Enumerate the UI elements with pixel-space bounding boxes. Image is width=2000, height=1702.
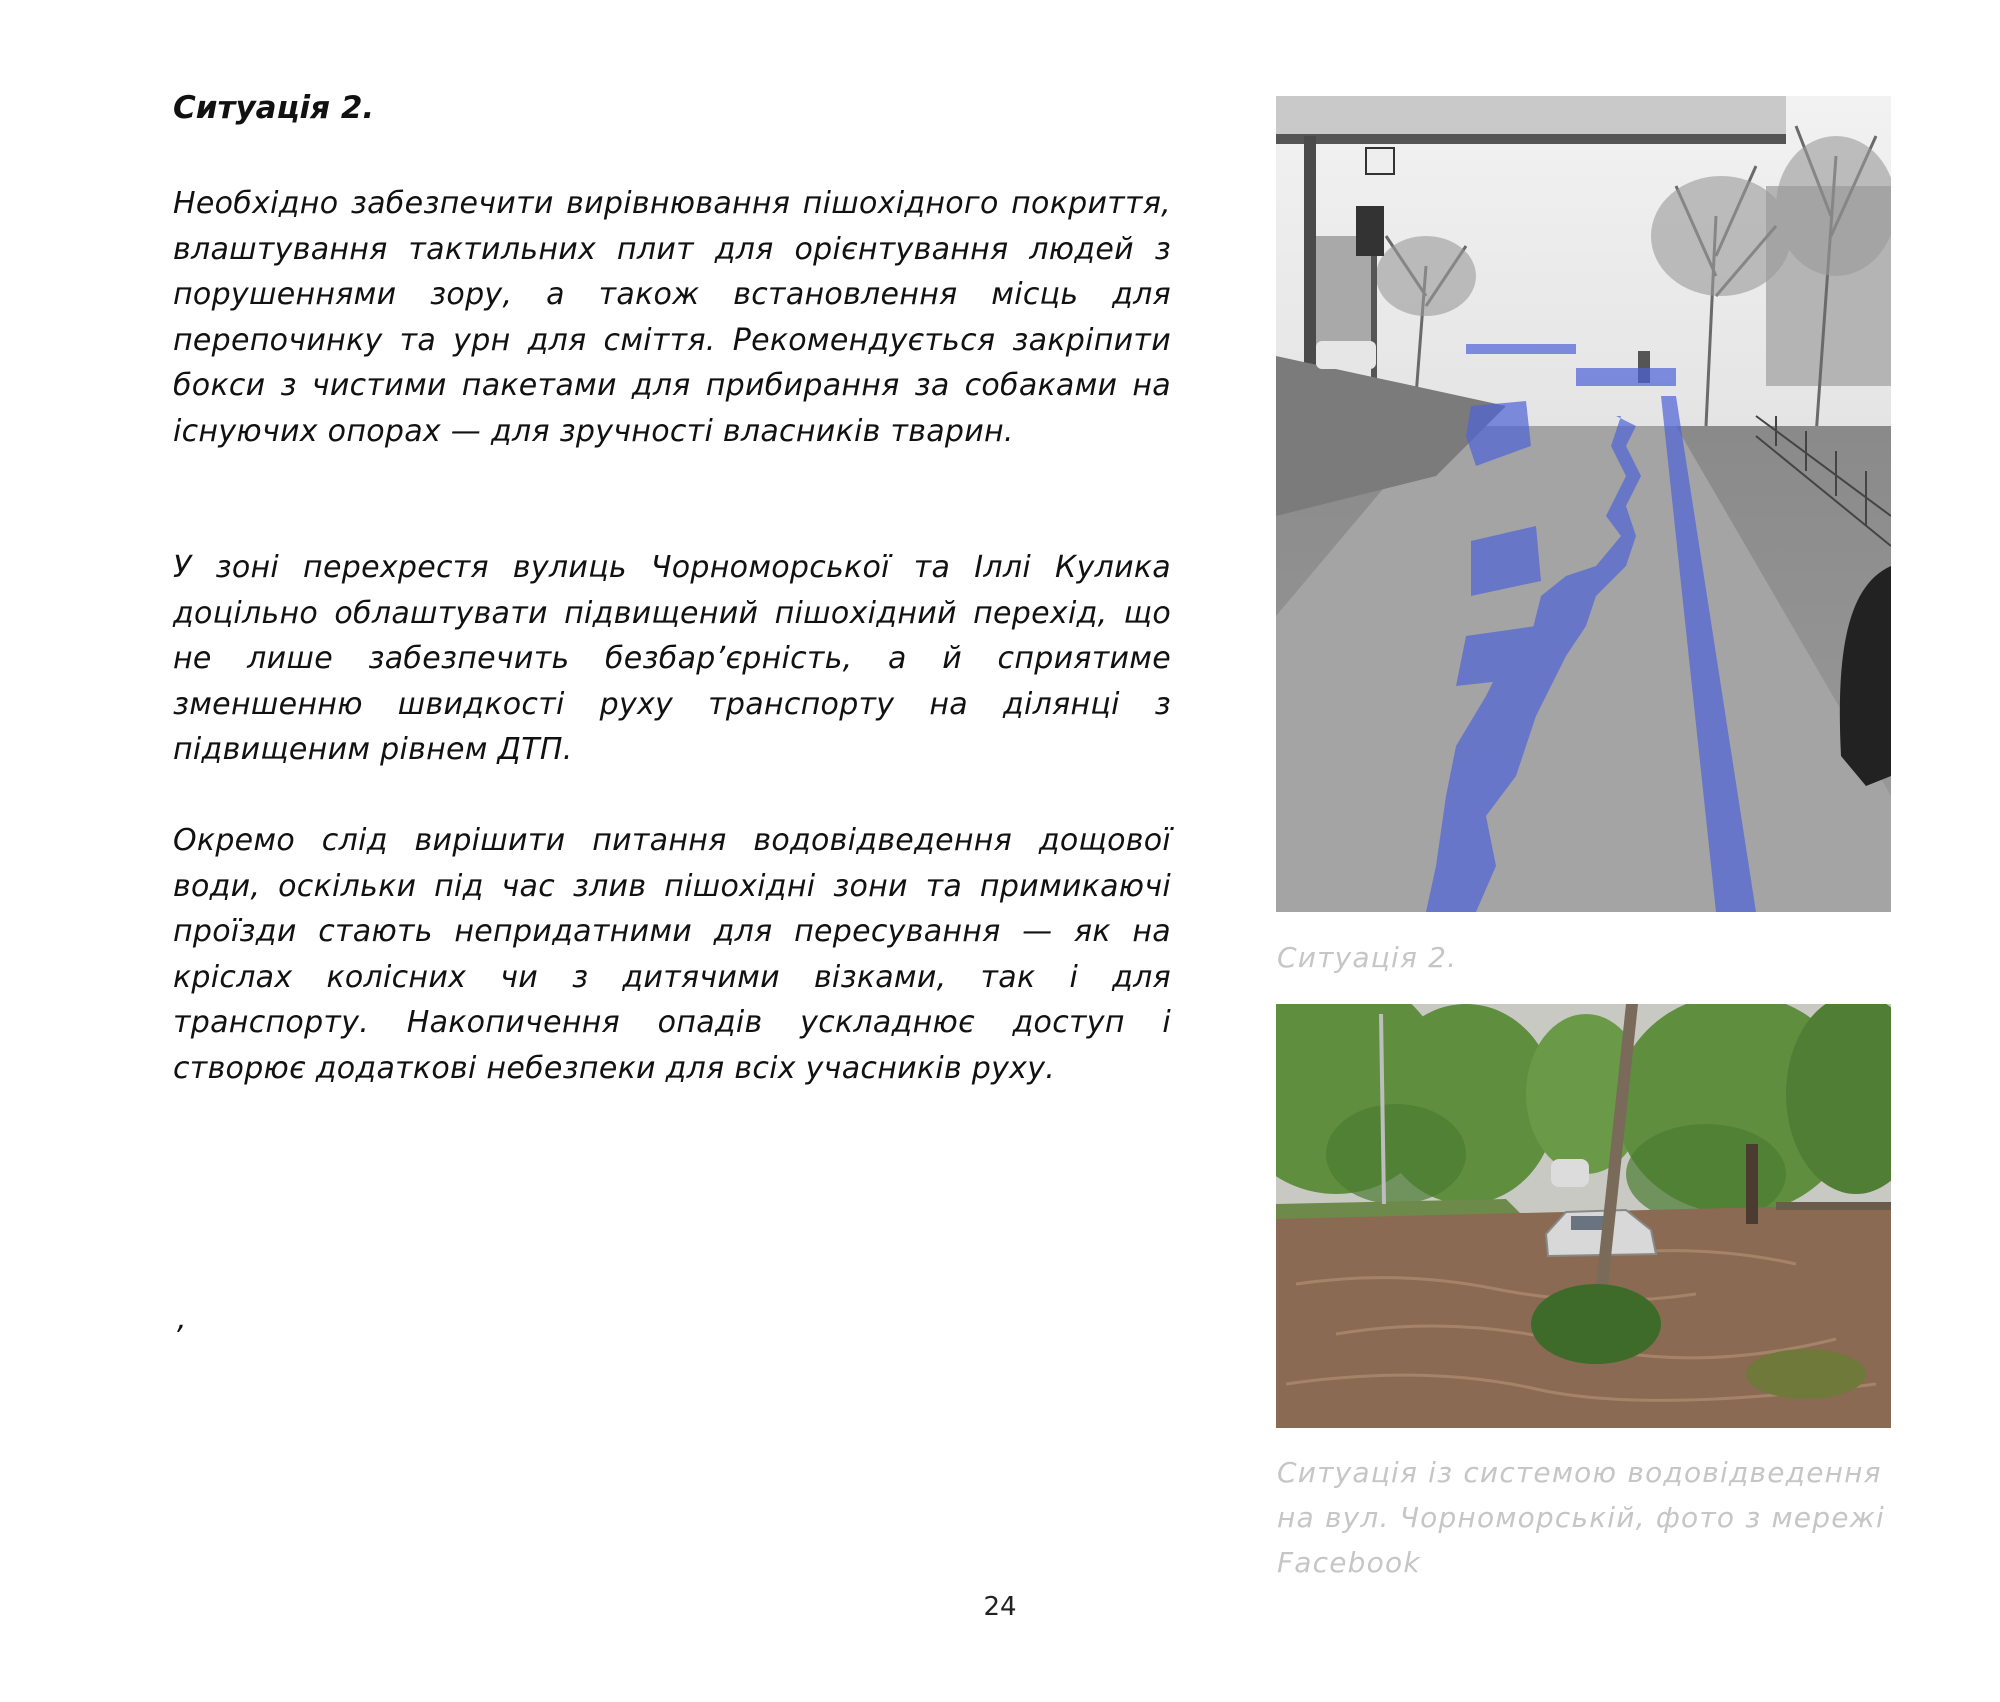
stray-mark: ’	[173, 1320, 183, 1355]
section-heading: Ситуація 2.	[173, 90, 375, 126]
paragraph-1: Необхідно забезпечити вирівнювання пішохідного покриття, влаштування тактильних плит для орієнтування людей з порушеннями зору, а також встановлення місць для перепочинку та урн для сміття. Рекомендується закріпити бокси з чистими пакетами для прибирання за собаками на існуючих опорах — для зручності власників тварин.	[173, 186, 1171, 449]
paragraph-2: У зоні перехрестя вулиць Чорноморської та Іллі Кулика доцільно облаштувати підвищений пішохідний перехід, що не лише забезпечить безбар’єрність, а й сприятиме зменшенню швидкості руху транспорту на ділянці з підвищеним рівнем ДТП.	[173, 550, 1171, 767]
paragraph-3: Окремо слід вирішити питання водовідведення дощової води, оскільки під час злив пішохідні зони та примикаючі проїзди стають непридатними для пересування — як на кріслах колісних чи з дитячими візками, так і для транспорту. Накопичення опадів ускладнює доступ і створює додаткові небезпеки для всіх учасників руху.	[173, 823, 1171, 1086]
situation-photo	[1276, 96, 1891, 912]
flood-photo	[1276, 1004, 1891, 1428]
photo-1-caption: Ситуація 2.	[1277, 941, 1458, 974]
photo-2-caption: Ситуація із системою водовідведення на вул. Чорноморській, фото з мережі Facebook	[1277, 1456, 1886, 1579]
page-number: 24	[983, 1592, 1017, 1622]
street-illustration	[1276, 96, 1891, 912]
flood-illustration	[1276, 1004, 1891, 1428]
